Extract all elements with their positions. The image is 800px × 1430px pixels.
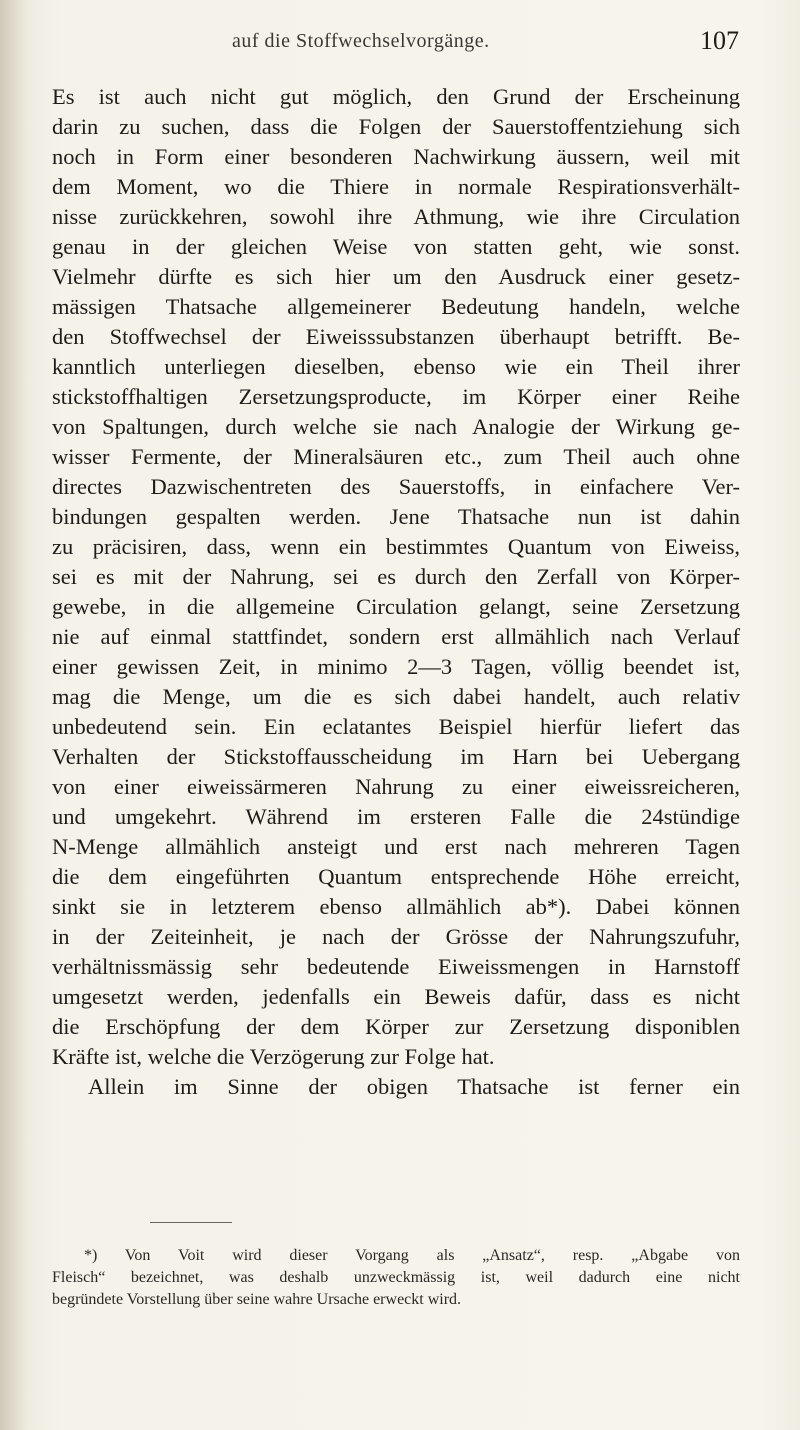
text-line: und umgekehrt. Während im ersteren Falle die 24stündige bbox=[52, 804, 740, 829]
text-line: sinkt sie in letzterem ebenso allmählich ab*). Dabei können bbox=[52, 894, 740, 919]
text-line: wisser Fermente, der Mineralsäuren etc., zum Theil auch ohne bbox=[52, 444, 740, 469]
text-line: nisse zurückkehren, sowohl ihre Athmung, wie ihre Circulation bbox=[52, 204, 740, 229]
text-line: mässigen Thatsache allgemeinerer Bedeutung handeln, welche bbox=[52, 294, 740, 319]
text-line: dem Moment, wo die Thiere in normale Respirationsverhält- bbox=[52, 174, 740, 199]
text-line: von einer eiweissärmeren Nahrung zu einer eiweissreicheren, bbox=[52, 774, 740, 799]
footnote-line: begründete Vorstellung über seine wahre Ursache erweckt wird. bbox=[52, 1291, 462, 1308]
text-line: sei es mit der Nahrung, sei es durch den Zerfall von Körper- bbox=[52, 564, 740, 589]
body-text bbox=[52, 82, 740, 1102]
footnote bbox=[52, 1245, 740, 1311]
text-line: einer gewissen Zeit, in minimo 2—3 Tagen, völlig beendet ist, bbox=[52, 654, 740, 679]
text-line: Kräfte ist, welche die Verzögerung zur Folge hat. bbox=[52, 1044, 495, 1069]
text-line: unbedeutend sein. Ein eclatantes Beispiel hierfür liefert das bbox=[52, 714, 740, 739]
text-line: kanntlich unterliegen dieselben, ebenso wie ein Theil ihrer bbox=[52, 354, 740, 379]
text-line: verhältnissmässig sehr bedeutende Eiweissmengen in Harnstoff bbox=[52, 954, 740, 979]
text-line: die Erschöpfung der dem Körper zur Zersetzung disponiblen bbox=[52, 1014, 740, 1039]
page-number: 107 bbox=[700, 26, 739, 55]
text-line: directes Dazwischentreten des Sauerstoffs, in einfachere Ver- bbox=[52, 474, 740, 499]
text-line: gewebe, in die allgemeine Circulation gelangt, seine Zersetzung bbox=[52, 594, 740, 619]
text-line: N-Menge allmählich ansteigt und erst nach mehreren Tagen bbox=[52, 834, 740, 859]
footnote-divider bbox=[150, 1222, 232, 1223]
footnote-line: Fleisch“ bezeichnet, was deshalb unzweckmässig ist, weil dadurch eine nicht bbox=[52, 1269, 740, 1286]
text-line: genau in der gleichen Weise von statten geht, wie sonst. bbox=[52, 234, 740, 259]
text-line: Allein im Sinne der obigen Thatsache ist ferner ein bbox=[88, 1074, 740, 1099]
text-line: bindungen gespalten werden. Jene Thatsache nun ist dahin bbox=[52, 504, 740, 529]
text-line: stickstoffhaltigen Zersetzungsproducte, im Körper einer Reihe bbox=[52, 384, 740, 409]
text-line: von Spaltungen, durch welche sie nach Analogie der Wirkung ge- bbox=[52, 414, 740, 439]
text-line: in der Zeiteinheit, je nach der Grösse der Nahrungszufuhr, bbox=[52, 924, 740, 949]
text-line: Es ist auch nicht gut möglich, den Grund der Erscheinung bbox=[52, 84, 740, 109]
text-line: noch in Form einer besonderen Nachwirkung äussern, weil mit bbox=[52, 144, 740, 169]
text-line: die dem eingeführten Quantum entsprechende Höhe erreicht, bbox=[52, 864, 740, 889]
text-line: zu präcisiren, dass, wenn ein bestimmtes Quantum von Eiweiss, bbox=[52, 534, 740, 559]
binding-shadow bbox=[0, 0, 28, 1430]
text-line: nie auf einmal stattfindet, sondern erst allmählich nach Verlauf bbox=[52, 624, 740, 649]
text-line: umgesetzt werden, jedenfalls ein Beweis dafür, dass es nicht bbox=[52, 984, 740, 1009]
text-line: Verhalten der Stickstoffausscheidung im Harn bei Uebergang bbox=[52, 744, 740, 769]
text-line: den Stoffwechsel der Eiweisssubstanzen überhaupt betrifft. Be- bbox=[52, 324, 740, 349]
running-head: auf die Stoffwechselvorgänge. bbox=[232, 30, 490, 52]
text-line: Vielmehr dürfte es sich hier um den Ausdruck einer gesetz- bbox=[52, 264, 740, 289]
text-line: mag die Menge, um die es sich dabei handelt, auch relativ bbox=[52, 684, 740, 709]
footnote-line: *) Von Voit wird dieser Vorgang als „Ansatz“, resp. „Abgabe von bbox=[84, 1247, 740, 1264]
text-line: darin zu suchen, dass die Folgen der Sauerstoffentziehung sich bbox=[52, 114, 740, 139]
